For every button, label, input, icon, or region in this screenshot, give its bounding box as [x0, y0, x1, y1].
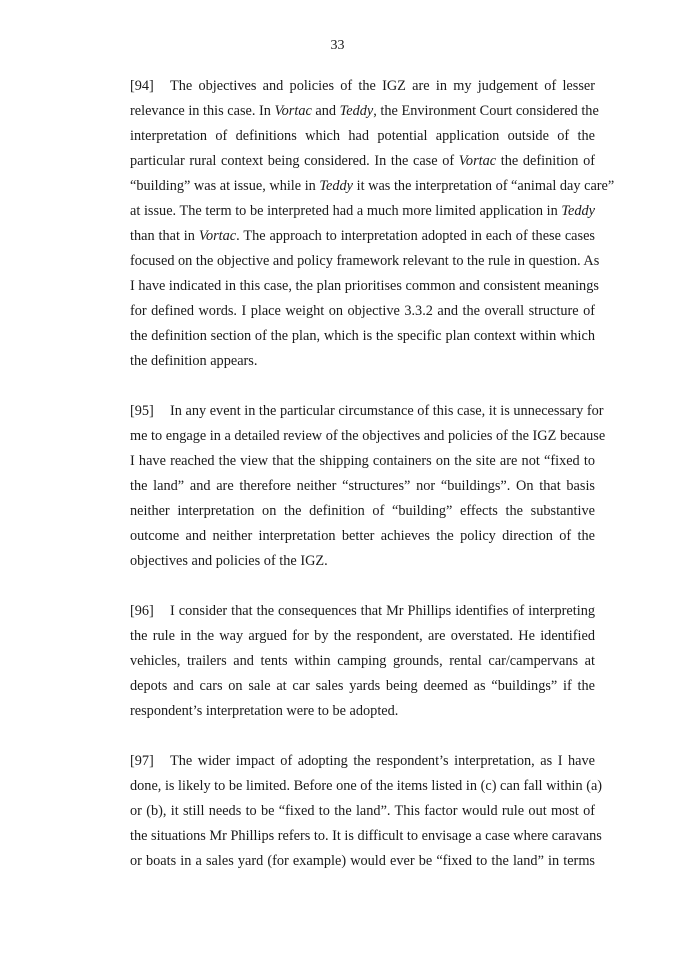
paragraph-line: interpretation of definitions which had potential application outside of the — [130, 128, 595, 144]
paragraph-line: depots and cars on sale at car sales yards being deemed as “buildings” if the — [130, 678, 595, 694]
paragraph-line: [97] The wider impact of adopting the respondent’s interpretation, as I have — [130, 749, 595, 774]
paragraph-number: [94] — [130, 78, 154, 94]
paragraph-line: at issue. The term to be interpreted had a much more limited application in Teddy — [130, 203, 595, 219]
case-name: Teddy — [319, 178, 354, 194]
paragraph-line: I have reached the view that the shipping containers on the site are not “fixed to — [130, 453, 595, 469]
paragraph-number: [97] — [130, 753, 154, 769]
paragraph-line: particular rural context being considered. In the case of Vortac the definition of — [130, 153, 595, 169]
paragraph-line: neither interpretation on the definition of “building” effects the substantive — [130, 503, 595, 519]
paragraph-line: the rule in the way argued for by the respondent, are overstated. He identified — [130, 628, 595, 644]
page-number: 33 — [330, 38, 345, 53]
paragraph-line: the definition section of the plan, which is the specific plan context within which — [130, 328, 595, 344]
case-name: Vortac — [274, 103, 312, 119]
paragraph-94 — [130, 74, 615, 374]
paragraph-line: [94] The objectives and policies of the IGZ are in my judgement of lesser — [130, 74, 595, 99]
paragraph-line: done, is likely to be limited. Before one of the items listed in (c) can fall within (a) — [130, 778, 603, 794]
paragraph-line: [95] In any event in the particular circumstance of this case, it is unnecessary for — [130, 399, 595, 424]
paragraph-96 — [130, 599, 595, 724]
paragraph-line: for defined words. I place weight on objective 3.3.2 and the overall structure of — [130, 303, 595, 319]
paragraph-line: respondent’s interpretation were to be adopted. — [130, 703, 399, 719]
judgment-body — [130, 74, 615, 899]
paragraph-line: or (b), it still needs to be “fixed to the land”. This factor would rule out most of — [130, 803, 595, 819]
paragraph-line: vehicles, trailers and tents within camping grounds, rental car/campervans at — [130, 653, 595, 669]
paragraph-line: the land” and are therefore neither “structures” nor “buildings”. On that basis — [130, 478, 595, 494]
paragraph-line: I have indicated in this case, the plan prioritises common and consistent meanings — [130, 278, 599, 294]
paragraph-line: the definition appears. — [130, 353, 258, 369]
paragraph-line: objectives and policies of the IGZ. — [130, 553, 328, 569]
paragraph-line: or boats in a sales yard (for example) would ever be “fixed to the land” in terms — [130, 853, 595, 869]
paragraph-line: me to engage in a detailed review of the objectives and policies of the IGZ because — [130, 428, 606, 444]
paragraph-line: the situations Mr Phillips refers to. It is difficult to envisage a case where caravans — [130, 828, 602, 844]
paragraph-line: outcome and neither interpretation better achieves the policy direction of the — [130, 528, 595, 544]
paragraph-line: relevance in this case. In Vortac and Teddy, the Environment Court considered the — [130, 103, 599, 119]
paragraph-line: than that in Vortac. The approach to interpretation adopted in each of these cases — [130, 228, 595, 244]
paragraph-number: [95] — [130, 403, 154, 419]
paragraph-line: “building” was at issue, while in Teddy it was the interpretation of “animal day care” — [130, 178, 615, 194]
paragraph-line: focused on the objective and policy framework relevant to the rule in question. As — [130, 253, 600, 269]
paragraph-line: [96] I consider that the consequences that Mr Phillips identifies of interpreting — [130, 599, 595, 624]
case-name: Vortac — [458, 153, 497, 169]
case-name: Teddy — [339, 103, 374, 119]
paragraph-95 — [130, 399, 606, 574]
case-name: Vortac — [198, 228, 237, 244]
paragraph-97 — [130, 749, 603, 874]
paragraph-number: [96] — [130, 603, 154, 619]
case-name: Teddy — [561, 203, 595, 219]
